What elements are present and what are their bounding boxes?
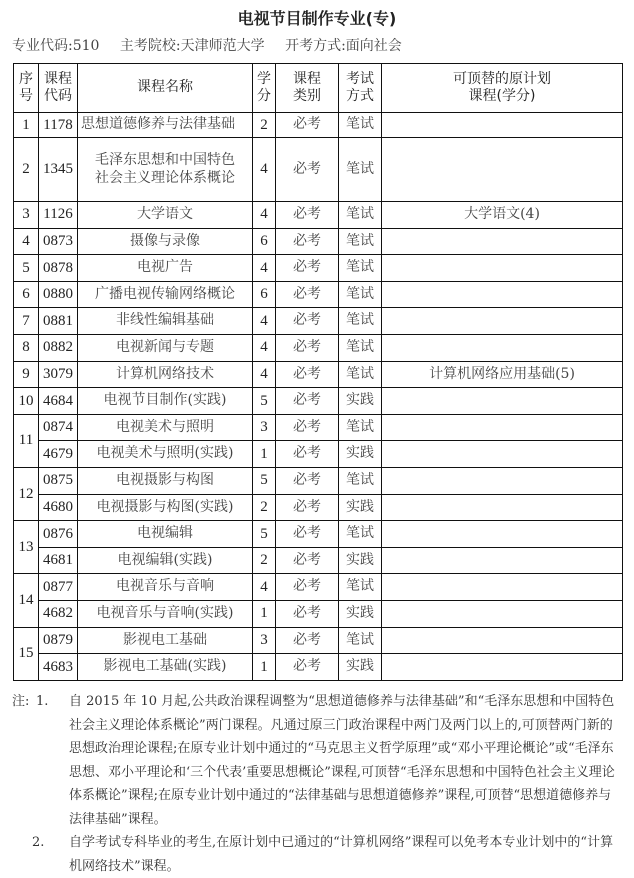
course-plan-table [13,63,623,681]
cell-credit: 5 [253,388,276,415]
cell-method: 笔试 [339,113,382,138]
cell-replace [382,600,623,627]
cell-type: 必考 [276,361,339,388]
table-row [14,202,623,229]
cell-credit: 3 [253,627,276,654]
table-row [14,654,623,681]
table-row [14,334,623,361]
cell-method: 实践 [339,547,382,574]
cell-name: 广播电视传输网络概论 [78,281,253,308]
cell-credit: 6 [253,228,276,255]
cell-seq: 9 [14,361,39,388]
header-method: 考试 方式 [339,64,382,113]
cell-method: 实践 [339,654,382,681]
cell-method: 实践 [339,388,382,415]
cell-name: 电视摄影与构图 [78,467,253,494]
exam-mode: 开考方式:面向社会 [285,38,402,54]
note-index: 1. [36,694,49,709]
cell-name: 摄像与录像 [78,228,253,255]
cell-replace: 大学语文(4) [382,202,623,229]
table-row [14,494,623,521]
page-title: 电视节目制作专业(专) [237,9,397,28]
cell-credit: 4 [253,255,276,282]
cell-type: 必考 [276,113,339,138]
cell-seq: 6 [14,281,39,308]
table-row [14,281,623,308]
cell-code: 0882 [39,334,78,361]
cell-method: 笔试 [339,308,382,335]
cell-credit: 4 [253,361,276,388]
cell-code: 0875 [39,467,78,494]
cell-code: 4681 [39,547,78,574]
cell-code: 0877 [39,574,78,601]
cell-code: 4683 [39,654,78,681]
cell-type: 必考 [276,138,339,202]
cell-code: 0876 [39,521,78,548]
note-text: 自 2015 年 10 月起,公共政治课程调整为“思想道德修养与法律基础”和“毛泽东思想和中国特色社会主义理论体系概论”两门课程。凡通过原三门政治课程中两门及两门以上的,可顶替两门新的思想政治理论课程;在原专业计划中通过的“马克思主义哲学原理”或“邓小平理论概论”或“毛泽东思想、邓小平理论和‘三个代表’重要思想概论”课程,可顶替“毛泽东思想和中国特色社会主义理论体系概论”课程;在原专业计划中通过的“法律基础与思想道德修养”课程,可顶替“思想道德修养与法律基础”课程。 [69,694,615,827]
cell-method: 实践 [339,441,382,468]
cell-code: 0880 [39,281,78,308]
cell-type: 必考 [276,574,339,601]
cell-credit: 2 [253,547,276,574]
table-row [14,361,623,388]
cell-name: 影视电工基础 [78,627,253,654]
cell-replace [382,627,623,654]
cell-credit: 3 [253,414,276,441]
note-index: 2. [32,835,45,850]
cell-name: 思想道德修养与法律基础 [78,113,253,138]
cell-code: 1345 [39,138,78,202]
notes-label: 注: [12,694,30,709]
cell-replace [382,521,623,548]
cell-method: 笔试 [339,414,382,441]
cell-type: 必考 [276,388,339,415]
cell-type: 必考 [276,281,339,308]
cell-seq: 7 [14,308,39,335]
cell-method: 笔试 [339,202,382,229]
cell-name: 电视编辑(实践) [78,547,253,574]
cell-credit: 2 [253,494,276,521]
table-row [14,574,623,601]
cell-credit: 4 [253,308,276,335]
cell-replace [382,388,623,415]
cell-replace [382,574,623,601]
table-row [14,138,623,202]
cell-type: 必考 [276,255,339,282]
table-row [14,308,623,335]
header-name: 课程名称 [78,64,253,113]
cell-code: 4684 [39,388,78,415]
table-row [14,255,623,282]
cell-name: 毛泽东思想和中国特色 社会主义理论体系概论 [78,138,253,202]
cell-type: 必考 [276,521,339,548]
cell-code: 0874 [39,414,78,441]
cell-code: 1178 [39,113,78,138]
cell-replace [382,441,623,468]
cell-code: 4680 [39,494,78,521]
cell-replace: 计算机网络应用基础(5) [382,361,623,388]
cell-code: 0881 [39,308,78,335]
cell-method: 笔试 [339,467,382,494]
cell-replace [382,255,623,282]
cell-type: 必考 [276,654,339,681]
cell-credit: 2 [253,113,276,138]
cell-type: 必考 [276,441,339,468]
cell-name: 电视编辑 [78,521,253,548]
cell-seq: 8 [14,334,39,361]
table-row [14,600,623,627]
cell-name: 非线性编辑基础 [78,308,253,335]
header-code: 课程 代码 [39,64,78,113]
cell-name: 影视电工基础(实践) [78,654,253,681]
cell-credit: 5 [253,467,276,494]
cell-method: 笔试 [339,334,382,361]
cell-credit: 4 [253,138,276,202]
table-row [14,627,623,654]
notes-section [12,690,622,878]
header-seq: 序 号 [14,64,39,113]
cell-replace [382,547,623,574]
cell-credit: 6 [253,281,276,308]
cell-name: 电视广告 [78,255,253,282]
cell-name: 电视节目制作(实践) [78,388,253,415]
table-row [14,414,623,441]
cell-credit: 1 [253,654,276,681]
host-school: 主考院校:天津师范大学 [119,38,265,54]
cell-code: 0873 [39,228,78,255]
cell-code: 4682 [39,600,78,627]
major-code: 专业代码:510 [12,38,100,54]
table-header-row [14,64,623,113]
cell-replace [382,281,623,308]
cell-method: 实践 [339,600,382,627]
cell-credit: 4 [253,202,276,229]
table-row [14,113,623,138]
cell-name: 电视美术与照明 [78,414,253,441]
cell-credit: 1 [253,600,276,627]
cell-name: 大学语文 [78,202,253,229]
cell-seq: 4 [14,228,39,255]
cell-replace [382,113,623,138]
cell-seq: 12 [14,467,39,520]
header-credit: 学 分 [253,64,276,113]
note-text: 自学考试专科毕业的考生,在原计划中已通过的“计算机网络”课程可以免考本专业计划中的“计算机网络技术”课程。 [69,835,614,874]
cell-seq: 5 [14,255,39,282]
cell-type: 必考 [276,547,339,574]
note-item-1 [12,690,622,831]
cell-credit: 4 [253,334,276,361]
cell-type: 必考 [276,308,339,335]
cell-type: 必考 [276,467,339,494]
cell-replace [382,334,623,361]
table-row [14,441,623,468]
cell-replace [382,228,623,255]
cell-seq: 13 [14,521,39,574]
cell-replace [382,467,623,494]
cell-type: 必考 [276,494,339,521]
cell-method: 笔试 [339,255,382,282]
cell-seq: 3 [14,202,39,229]
cell-seq: 15 [14,627,39,680]
cell-credit: 4 [253,574,276,601]
cell-replace [382,138,623,202]
cell-name: 计算机网络技术 [78,361,253,388]
cell-replace [382,654,623,681]
cell-code: 0879 [39,627,78,654]
cell-type: 必考 [276,627,339,654]
cell-name: 电视摄影与构图(实践) [78,494,253,521]
cell-method: 笔试 [339,228,382,255]
cell-type: 必考 [276,228,339,255]
table-row [14,547,623,574]
cell-name: 电视音乐与音响 [78,574,253,601]
cell-method: 笔试 [339,627,382,654]
note-item-2 [12,831,622,878]
cell-code: 0878 [39,255,78,282]
cell-seq: 1 [14,113,39,138]
cell-replace [382,494,623,521]
cell-credit: 5 [253,521,276,548]
cell-code: 4679 [39,441,78,468]
cell-seq: 11 [14,414,39,467]
cell-replace [382,308,623,335]
cell-method: 笔试 [339,574,382,601]
table-row [14,521,623,548]
cell-name: 电视美术与照明(实践) [78,441,253,468]
cell-seq: 10 [14,388,39,415]
header-replace: 可顶替的原计划 课程(学分) [382,64,623,113]
header-type: 课程 类别 [276,64,339,113]
cell-code: 1126 [39,202,78,229]
cell-method: 笔试 [339,361,382,388]
cell-type: 必考 [276,202,339,229]
major-meta [12,35,418,55]
table-row [14,228,623,255]
cell-name: 电视音乐与音响(实践) [78,600,253,627]
table-row [14,388,623,415]
table-row [14,467,623,494]
cell-method: 笔试 [339,521,382,548]
cell-type: 必考 [276,414,339,441]
cell-seq: 14 [14,574,39,627]
cell-code: 3079 [39,361,78,388]
cell-type: 必考 [276,600,339,627]
cell-method: 实践 [339,494,382,521]
cell-seq: 2 [14,138,39,202]
cell-method: 笔试 [339,281,382,308]
cell-type: 必考 [276,334,339,361]
cell-replace [382,414,623,441]
cell-name: 电视新闻与专题 [78,334,253,361]
cell-credit: 1 [253,441,276,468]
cell-method: 笔试 [339,138,382,202]
